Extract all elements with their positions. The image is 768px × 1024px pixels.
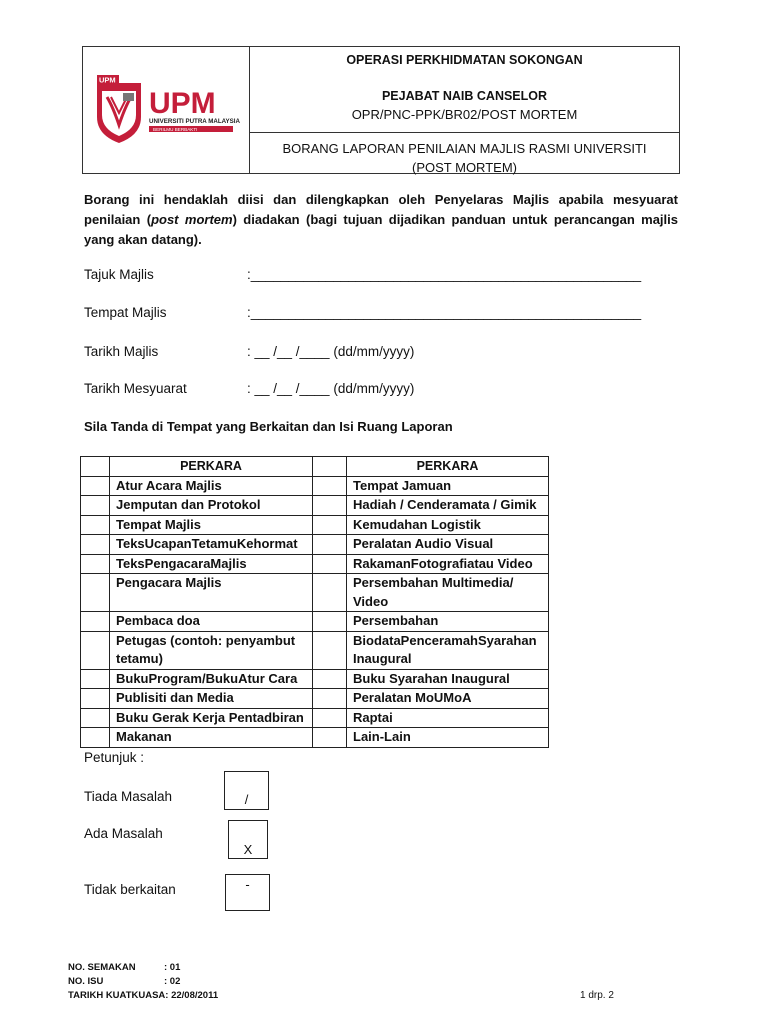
footer-semakan	[68, 962, 181, 973]
item-label-left: Petugas (contoh: penyambut tetamu)	[110, 631, 313, 669]
check-cell-right[interactable]	[313, 476, 347, 496]
item-label-right: Persembahan	[347, 612, 549, 632]
table-row	[81, 476, 549, 496]
footer-value: 22/08/2011	[171, 990, 219, 1001]
office-title: PEJABAT NAIB CANSELOR	[381, 89, 548, 103]
checkbox-header	[81, 457, 110, 477]
field-input-tempat[interactable]: :____________________________________________________	[247, 305, 642, 320]
item-label-left: Pembaca doa	[110, 612, 313, 632]
table-row	[81, 496, 549, 516]
legend-label-ada: Ada Masalah	[84, 826, 163, 841]
item-label-right: Kemudahan Logistik	[347, 515, 549, 535]
item-label-left: Buku Gerak Kerja Pentadbiran	[110, 708, 313, 728]
check-cell-left[interactable]	[81, 476, 110, 496]
check-cell-left[interactable]	[81, 612, 110, 632]
item-label-right: BiodataPenceramahSyarahan Inaugural	[347, 631, 549, 669]
item-label-right: Hadiah / Cenderamata / Gimik	[347, 496, 549, 516]
legend-box-ada: X	[228, 820, 268, 859]
legend-box-tidak: -	[225, 874, 270, 911]
logo-cell	[83, 47, 250, 173]
check-cell-left[interactable]	[81, 574, 110, 612]
page-number: 1 drp. 2	[580, 990, 614, 1001]
field-label-tarikh-mesyuarat: Tarikh Mesyuarat	[84, 381, 187, 396]
item-label-right: Raptai	[347, 708, 549, 728]
check-cell-left[interactable]	[81, 535, 110, 555]
check-cell-right[interactable]	[313, 708, 347, 728]
footer-label: NO. SEMAKAN	[68, 962, 136, 973]
check-cell-left[interactable]	[81, 496, 110, 516]
table-row	[81, 574, 549, 612]
check-cell-left[interactable]	[81, 728, 110, 748]
intro-italic: post mortem	[151, 212, 233, 227]
table-header-row	[81, 457, 549, 477]
footer-isu	[68, 976, 181, 987]
check-cell-left[interactable]	[81, 669, 110, 689]
column-header-right: PERKARA	[347, 457, 549, 477]
check-cell-left[interactable]	[81, 554, 110, 574]
field-label-tarikh-majlis: Tarikh Majlis	[84, 344, 159, 359]
footer-label: NO. ISU	[68, 976, 104, 987]
item-label-left: BukuProgram/BukuAtur Cara	[110, 669, 313, 689]
check-cell-left[interactable]	[81, 708, 110, 728]
department-title: OPERASI PERKHIDMATAN SOKONGAN	[346, 53, 583, 67]
footer-value: : 01	[164, 962, 181, 973]
header-title-cell	[250, 47, 679, 133]
item-label-left: Tempat Majlis	[110, 515, 313, 535]
form-title: BORANG LAPORAN PENILAIAN MAJLIS RASMI UNIVERSITI (POST MORTEM)	[282, 141, 647, 175]
item-label-left: TeksPengacaraMajlis	[110, 554, 313, 574]
column-header-left: PERKARA	[110, 457, 313, 477]
item-label-left: Makanan	[110, 728, 313, 748]
check-cell-right[interactable]	[313, 515, 347, 535]
form-title-cell	[250, 133, 679, 173]
footer-label: TARIKH KUATKUASA:	[68, 990, 169, 1001]
legend-title: Petunjuk :	[84, 750, 145, 765]
footer-value: : 02	[164, 976, 181, 987]
item-label-right: Lain-Lain	[347, 728, 549, 748]
checklist-table	[80, 456, 549, 748]
item-label-left: Pengacara Majlis	[110, 574, 313, 612]
check-cell-right[interactable]	[313, 631, 347, 669]
item-label-right: Peralatan MoUMoA	[347, 689, 549, 709]
instruction-text: Sila Tanda di Tempat yang Berkaitan dan Isi Ruang Laporan	[84, 419, 453, 434]
check-cell-right[interactable]	[313, 554, 347, 574]
item-label-left: Publisiti dan Media	[110, 689, 313, 709]
check-cell-left[interactable]	[81, 515, 110, 535]
footer-kuatkuasa	[68, 990, 218, 1001]
table-row	[81, 708, 549, 728]
check-cell-left[interactable]	[81, 631, 110, 669]
legend-box-tiada: /	[224, 771, 269, 810]
intro-text: Borang ini hendaklah diisi dan dilengkapkan oleh Penyelaras Majlis apabila mesyuarat penilaian (	[84, 192, 678, 227]
table-row	[81, 612, 549, 632]
check-cell-right[interactable]	[313, 535, 347, 555]
field-label-tempat: Tempat Majlis	[84, 305, 167, 320]
table-row	[81, 535, 549, 555]
field-label-tajuk: Tajuk Majlis	[84, 267, 154, 282]
check-cell-right[interactable]	[313, 669, 347, 689]
item-label-right: Persembahan Multimedia/ Video	[347, 574, 549, 612]
field-input-tarikh-mesyuarat[interactable]: : __ /__ /____ (dd/mm/yyyy)	[247, 381, 415, 396]
item-label-right: Peralatan Audio Visual	[347, 535, 549, 555]
logo-badge-text: UPM	[99, 75, 116, 85]
logo-acronym: UPM	[149, 87, 216, 120]
table-row	[81, 669, 549, 689]
table-row	[81, 728, 549, 748]
table-row	[81, 515, 549, 535]
table-row	[81, 689, 549, 709]
logo-motto: BERILMU BERBAKTI	[153, 127, 198, 132]
item-label-right: Buku Syarahan Inaugural	[347, 669, 549, 689]
table-row	[81, 554, 549, 574]
legend-label-tiada: Tiada Masalah	[84, 789, 173, 804]
item-label-left: Jemputan dan Protokol	[110, 496, 313, 516]
check-cell-right[interactable]	[313, 496, 347, 516]
check-cell-right[interactable]	[313, 689, 347, 709]
legend-label-tidak: Tidak berkaitan	[84, 882, 176, 897]
document-code: OPR/PNC-PPK/BR02/POST MORTEM	[351, 107, 578, 122]
table-row	[81, 631, 549, 669]
check-cell-right[interactable]	[313, 612, 347, 632]
check-cell-right[interactable]	[313, 574, 347, 612]
intro-paragraph	[84, 190, 678, 250]
field-input-tajuk[interactable]: :____________________________________________________	[247, 267, 642, 282]
form-header	[82, 46, 680, 174]
item-label-left: TeksUcapanTetamuKehormat	[110, 535, 313, 555]
field-input-tarikh-majlis[interactable]: : __ /__ /____ (dd/mm/yyyy)	[247, 344, 415, 359]
item-label-right: RakamanFotografiatau Video	[347, 554, 549, 574]
item-label-left: Atur Acara Majlis	[110, 476, 313, 496]
checkbox-header	[313, 457, 347, 477]
check-cell-left[interactable]	[81, 689, 110, 709]
upm-logo	[83, 47, 249, 173]
logo-university-name: UNIVERSITI PUTRA MALAYSIA	[149, 118, 240, 125]
item-label-right: Tempat Jamuan	[347, 476, 549, 496]
intro-text-end: ) diadakan (bagi tujuan dijadikan panduan untuk perancangan majlis yang akan datang).	[84, 212, 678, 247]
check-cell-right[interactable]	[313, 728, 347, 748]
